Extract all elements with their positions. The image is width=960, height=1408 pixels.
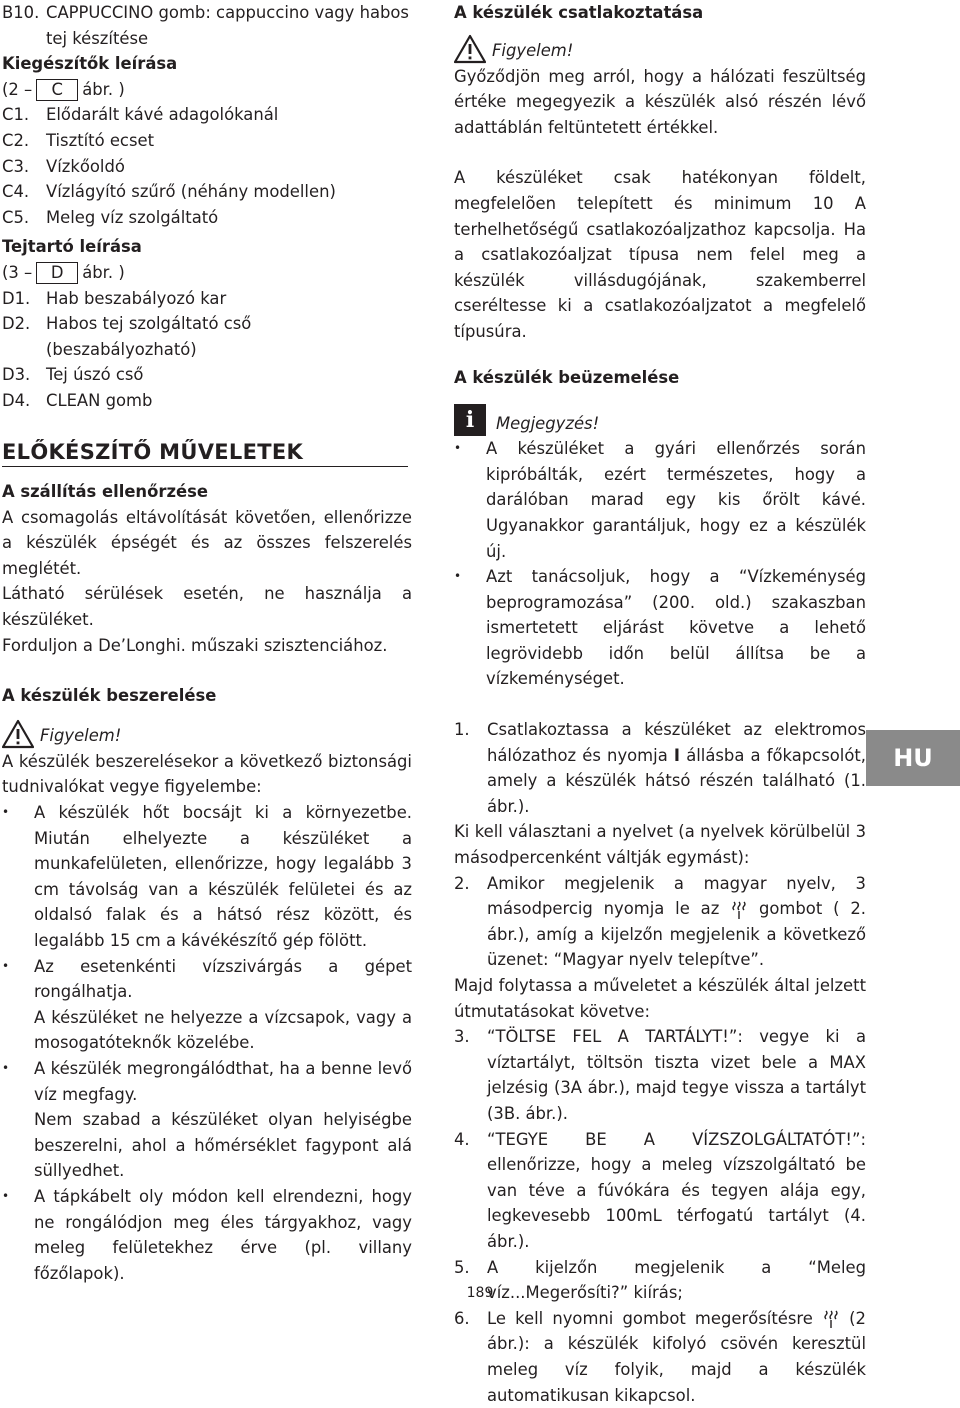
milk-code: D4. <box>2 390 31 410</box>
step-2 <box>454 871 866 973</box>
step-1-number: 1. <box>454 720 470 740</box>
steam-button-icon <box>822 1309 840 1329</box>
install-warning <box>2 719 412 749</box>
accessory-item <box>2 154 412 180</box>
accessories-ref-post: ábr. ) <box>82 79 125 99</box>
b10-item <box>2 0 412 26</box>
step-number: 5. <box>454 1257 470 1277</box>
step-2-text-post: gombot ( 2. ábr.), amíg a kijelzőn megjelenik a következő üzenet: “Magyar nyelv telepítve”. <box>487 899 866 970</box>
prep-section-heading: ELŐKÉSZÍTŐ MŰVELETEK <box>2 440 408 468</box>
step-text: A kijelzőn megjelenik a “Meleg víz...Megerősíti?” kiírás; <box>487 1257 866 1303</box>
milk-ref <box>2 260 412 286</box>
accessory-item <box>2 102 412 128</box>
install-heading: A készülék beszerelése <box>2 686 217 706</box>
accessory-code: C1. <box>2 105 30 125</box>
accessory-text: Vízlágyító szűrő (néhány modellen) <box>46 182 336 202</box>
note-bullet: • A készüléket a gyári ellenőrzés során kipróbálták, ezért természetes, hogy a darálóban marad egy kis őrölt kávé. Ugyanakkor garantáljuk, hogy ez a készülék új. <box>454 436 866 564</box>
step-text: “TÖLTSE FEL A TARTÁLYT!”: vegye ki a víztartályt, töltsön tiszta vizet bele a MAX jelzésig (3A ábr.), majd tegye vissza a tartályt (3B. ábr.). <box>487 1027 866 1123</box>
step-1 <box>454 717 866 819</box>
warning-triangle-icon <box>454 34 486 64</box>
accessory-text: Elődarált kávé adagolókanál <box>46 105 279 125</box>
install-warning-label: Figyelem! <box>40 726 122 746</box>
page-number: 189 <box>466 1285 494 1301</box>
install-bullet-list <box>2 800 412 1286</box>
b10-text-2: tej készítése <box>46 28 149 48</box>
accessory-code: C3. <box>2 156 30 176</box>
b10-code: B10. <box>2 3 40 22</box>
install-bullet-extra: A készüléket ne helyezze a vízcsapok, vagy a mosogatóteknők közelébe. <box>34 1007 412 1053</box>
b10-text: CAPPUCCINO gomb: cappuccino vagy habos <box>46 3 409 22</box>
accessory-item <box>2 205 412 231</box>
install-bullet-extra: Nem szabad a készüléket olyan helyiségbe beszerelni, ahol a hőmérséklet fagypont alá süllyedhet. <box>34 1110 412 1181</box>
warning-triangle-icon <box>2 719 34 749</box>
follow-paragraph: Majd folytassa a műveletet a készülék által jelzett útmutatásokat követve: <box>454 976 866 1021</box>
startup-note <box>454 404 866 436</box>
milk-ref-post: ábr. ) <box>82 262 125 282</box>
milk-item <box>2 362 412 388</box>
milk-text: Tej úszó cső <box>46 365 144 385</box>
connect-p2: A készüléket csak hatékonyan földelt, megfelelõen telepített és minimum 10 A terhelhetőségű csatlakozóaljzathoz kapcsolja. Ha a csatlakozóaljzat típusa nem felel meg a készülék villásdugójának, szakemberrel cseréltesse ki a csatlakozóaljzatot a megfelelő típusúra. <box>454 168 866 341</box>
accessory-code: C2. <box>2 130 30 150</box>
milk-heading: Tejtartó leírása <box>2 237 142 257</box>
step-6 <box>454 1306 866 1408</box>
step-number: 4. <box>454 1129 470 1149</box>
install-intro: A készülék beszerelésekor a következő biztonsági tudnivalókat vegye figyelembe: <box>2 751 412 797</box>
milk-text: CLEAN gomb <box>46 390 153 410</box>
accessories-list <box>2 102 412 230</box>
left-column <box>2 0 412 1286</box>
install-bullet: • A készülék hőt bocsájt ki a környezetbe. Miután elhelyezte a készüléket a munkafelületen, ellenőrizze, hogy legalább 3 cm távolság van a készülék felületei és az oldalsó falak és a hátsó rész között, és legalább 15 cm a kávékészítő gép fölött. <box>2 800 412 954</box>
accessory-text: Tisztító ecset <box>46 130 154 150</box>
install-bullet: • A tápkábelt oly módon kell elrendezni, hogy ne rongálódjon meg éles tárgyakhoz, vagy meleg felületekhez érve (pl. villany főzőlapok). <box>2 1184 412 1286</box>
transport-p3: Forduljon a De’Longhi. műszaki szisztenciához. <box>2 635 388 655</box>
install-bullet: • A készülék megrongálódthat, ha a benne levő víz megfagy. <box>2 1056 412 1107</box>
step-6-text-post: (2 ábr.): a készülék kifolyó csövén keresztül meleg víz folyik, majd a készülék automatikusan kikapcsol. <box>487 1308 866 1405</box>
milk-text: Habos tej szolgáltató cső <box>46 314 252 334</box>
milk-code: D3. <box>2 365 31 385</box>
transport-p2: Látható sérülések esetén, ne használja a készüléket. <box>2 584 412 630</box>
accessory-text: Meleg víz szolgáltató <box>46 207 219 227</box>
accessory-text: Vízkőoldó <box>46 156 125 176</box>
accessory-code: C5. <box>2 207 30 227</box>
step-text: “TEGYE BE A VÍZSZOLGÁLTATÓT!”: ellenőrizze, hogy a meleg vízszolgáltató be van téve a fúvókára és tegyen alája egy, legkevesebb 100mL térfogatú tartályt (4. ábr.). <box>487 1129 866 1251</box>
milk-item <box>2 286 412 312</box>
milk-ref-box: D <box>36 262 78 284</box>
right-column <box>454 0 866 1408</box>
accessory-code: C4. <box>2 182 30 202</box>
step-1-bold: I <box>673 745 681 765</box>
step-1-text-post: állásba a főkapcsolót, amely a készülék hátsó részén található (1. ábr.). <box>487 745 866 816</box>
milk-item <box>2 388 412 414</box>
milk-code: D1. <box>2 288 31 308</box>
accessories-ref-pre: (2 – <box>2 79 33 99</box>
connect-warning-label: Figyelem! <box>492 41 574 60</box>
step-6-number: 6. <box>454 1308 470 1328</box>
connect-warning <box>454 34 866 64</box>
milk-code: D2. <box>2 314 31 334</box>
accessories-ref <box>2 77 412 103</box>
steam-button-icon <box>730 900 748 920</box>
milk-text-continued: (beszabályozható) <box>46 339 197 359</box>
step-item <box>454 1127 866 1255</box>
transport-p1: A csomagolás eltávolítását követően, ellenőrizze a készülék épségét és az összes felszerelés meglétét. <box>2 507 412 578</box>
transport-heading: A szállítás ellenőrzése <box>2 482 208 502</box>
step-2-text-pre: Amikor megjelenik a magyar nyelv, 3 másodpercig nyomja le az <box>487 873 866 919</box>
info-icon: i <box>454 404 486 436</box>
install-bullet: • Az esetenkénti vízszivárgás a gépet rongálhatja. <box>2 954 412 1005</box>
note-label: Megjegyzés! <box>496 413 600 433</box>
step-number: 3. <box>454 1027 470 1047</box>
note-bullet-list <box>454 436 866 692</box>
step-1-text-pre: Csatlakoztassa a készüléket az elektromos hálózathoz és nyomja <box>487 720 866 765</box>
step-6-text-pre: Le kell nyomni gombot megerősítésre <box>487 1308 813 1328</box>
connect-heading: A készülék csatlakoztatása <box>454 3 704 22</box>
note-bullet: • Azt tanácsoljuk, hogy a “Vízkeménység beprogramozása” (200. old.) szakaszban ismertetett eljárást követve a lehető legrövidebb időn belül állítsa be a vízkeménységet. <box>454 564 866 692</box>
milk-item <box>2 311 412 337</box>
accessory-item <box>2 128 412 154</box>
language-paragraph: Ki kell választani a nyelvet (a nyelvek körülbelül 3 másodpercenként váltják egymást): <box>454 822 866 868</box>
milk-list <box>2 286 412 414</box>
accessory-item <box>2 179 412 205</box>
accessories-heading: Kiegészítők leírása <box>2 54 178 74</box>
step-item <box>454 1024 866 1126</box>
milk-ref-pre: (3 – <box>2 262 33 282</box>
accessories-ref-box: C <box>36 79 78 101</box>
steps-list <box>454 1024 866 1306</box>
milk-text: Hab beszabályozó kar <box>46 288 227 308</box>
language-side-tab: HU <box>866 730 960 786</box>
connect-p1: Győződjön meg arról, hogy a hálózati feszültség értéke megegyezik a készülék alsó részén lévő adattáblán feltüntetett értékkel. <box>454 66 866 137</box>
startup-heading: A készülék beüzemelése <box>454 367 680 387</box>
step-2-number: 2. <box>454 873 470 893</box>
